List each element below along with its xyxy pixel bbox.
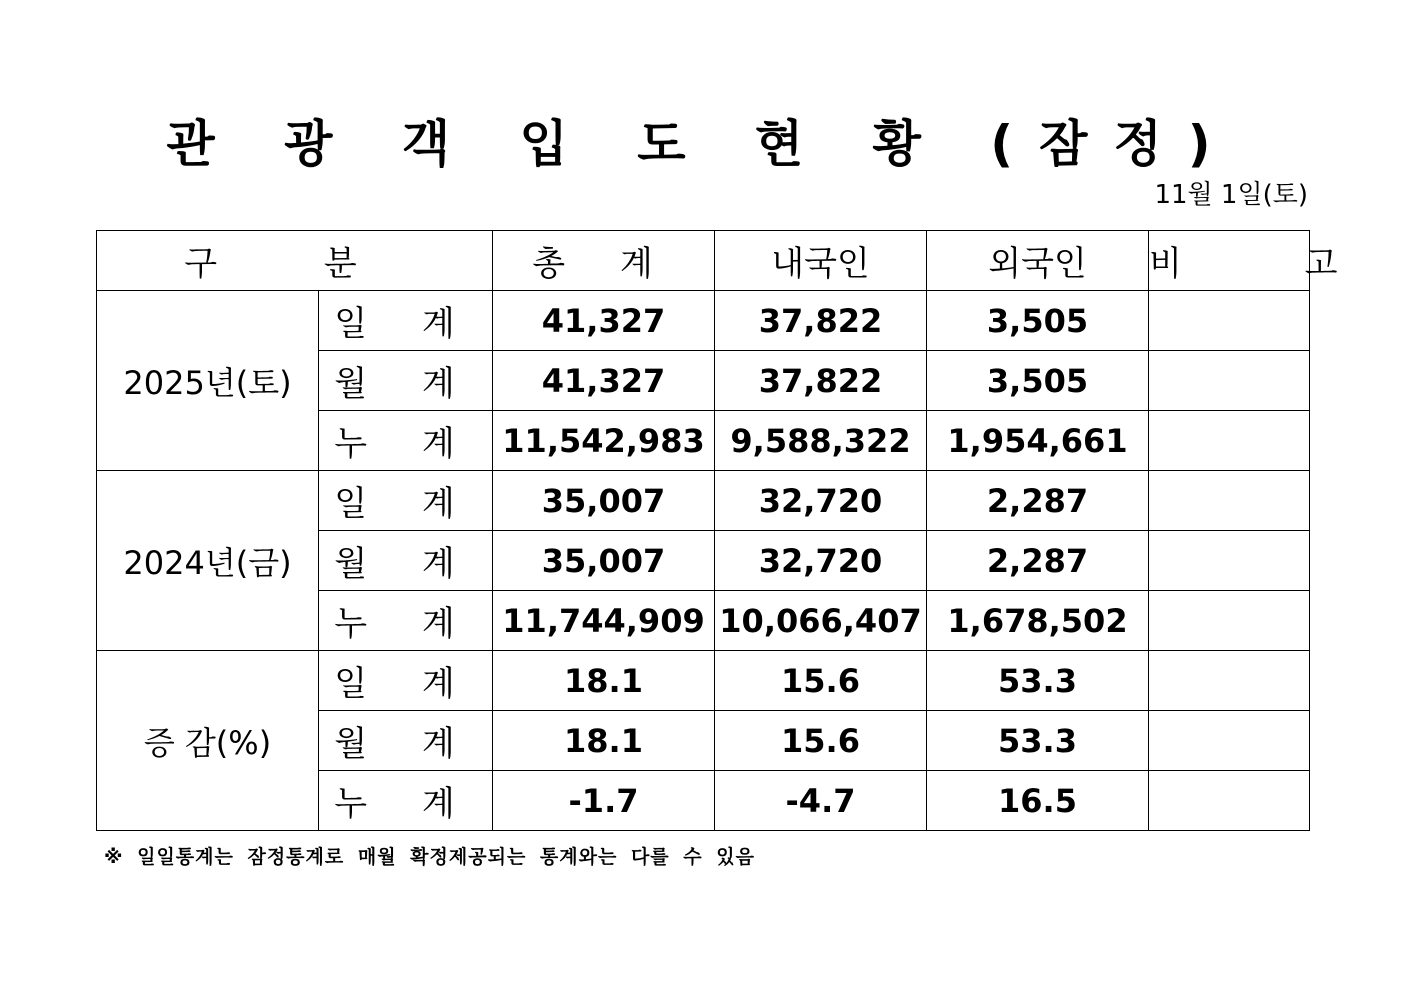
cell-domestic: 37,822: [715, 291, 927, 351]
cell-foreign: 16.5: [927, 771, 1149, 831]
header-remarks: 비 고: [1149, 231, 1310, 291]
cell-remarks: [1149, 651, 1310, 711]
cell-total: 41,327: [493, 291, 715, 351]
cell-foreign: 3,505: [927, 351, 1149, 411]
group-label-change: 증 감(%): [97, 651, 319, 831]
row-type: 월 계: [319, 531, 493, 591]
group-label-2024: 2024년(금): [97, 471, 319, 651]
cell-domestic: 15.6: [715, 711, 927, 771]
report-date: 11월 1일(토): [1154, 180, 1308, 210]
cell-foreign: 3,505: [927, 291, 1149, 351]
cell-foreign: 2,287: [927, 531, 1149, 591]
cell-domestic: 15.6: [715, 651, 927, 711]
cell-remarks: [1149, 471, 1310, 531]
cell-foreign: 1,678,502: [927, 591, 1149, 651]
header-total: 총 계: [493, 231, 715, 291]
row-type: 일 계: [319, 291, 493, 351]
table-row: [97, 471, 1310, 531]
cell-foreign: 2,287: [927, 471, 1149, 531]
cell-total: 18.1: [493, 651, 715, 711]
cell-remarks: [1149, 291, 1310, 351]
cell-domestic: 9,588,322: [715, 411, 927, 471]
row-type: 일 계: [319, 651, 493, 711]
cell-total: 11,744,909: [493, 591, 715, 651]
tourist-arrivals-table: [96, 230, 1394, 831]
row-type: 월 계: [319, 711, 493, 771]
cell-remarks: [1149, 771, 1310, 831]
cell-remarks: [1149, 711, 1310, 771]
group-label-2025: 2025년(토): [97, 291, 319, 471]
cell-remarks: [1149, 591, 1310, 651]
cell-remarks: [1149, 411, 1310, 471]
header-domestic: 내국인: [715, 231, 927, 291]
row-type: 누 계: [319, 771, 493, 831]
cell-remarks: [1149, 351, 1310, 411]
cell-foreign: 53.3: [927, 651, 1149, 711]
cell-total: 18.1: [493, 711, 715, 771]
row-type: 월 계: [319, 351, 493, 411]
cell-total: 11,542,983: [493, 411, 715, 471]
table-row: [97, 291, 1310, 351]
cell-domestic: 10,066,407: [715, 591, 927, 651]
cell-remarks: [1149, 531, 1310, 591]
cell-foreign: 53.3: [927, 711, 1149, 771]
cell-total: 35,007: [493, 531, 715, 591]
table-row: [97, 651, 1310, 711]
cell-total: -1.7: [493, 771, 715, 831]
row-type: 누 계: [319, 411, 493, 471]
cell-domestic: 37,822: [715, 351, 927, 411]
cell-foreign: 1,954,661: [927, 411, 1149, 471]
table-header-row: [97, 231, 1310, 291]
header-category: 구 분: [97, 231, 493, 291]
cell-domestic: 32,720: [715, 471, 927, 531]
footnote: ※ 일일통계는 잠정통계로 매월 확정제공되는 통계와는 다를 수 있음: [104, 846, 755, 868]
header-foreign: 외국인: [927, 231, 1149, 291]
cell-domestic: -4.7: [715, 771, 927, 831]
page-title: 관 광 객 입 도 현 황 (잠정): [166, 115, 1237, 173]
cell-domestic: 32,720: [715, 531, 927, 591]
row-type: 누 계: [319, 591, 493, 651]
row-type: 일 계: [319, 471, 493, 531]
cell-total: 35,007: [493, 471, 715, 531]
cell-total: 41,327: [493, 351, 715, 411]
